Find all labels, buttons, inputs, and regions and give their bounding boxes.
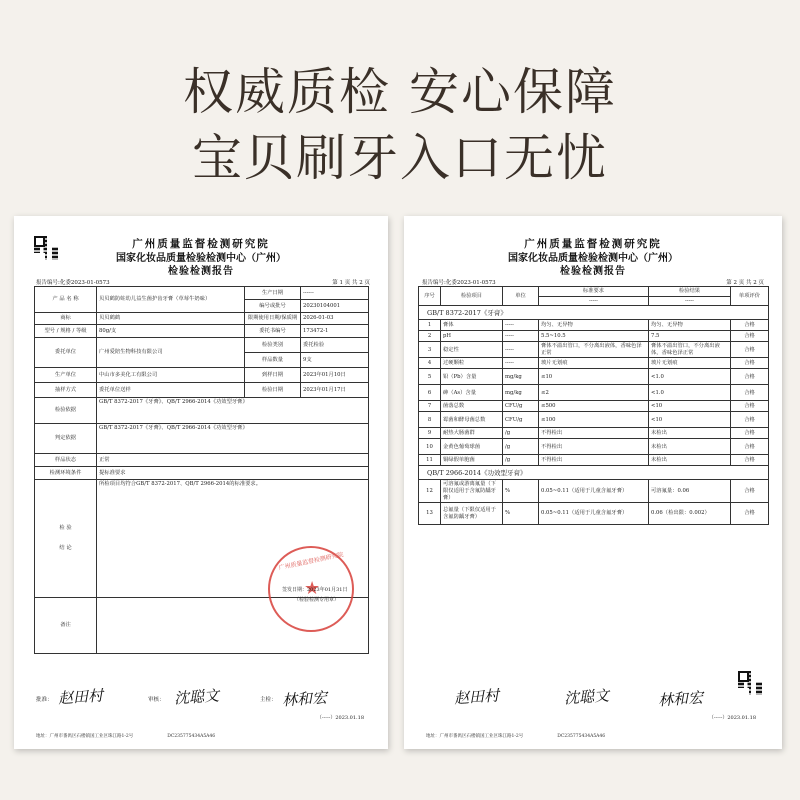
cell-unit: CFU/g	[503, 401, 539, 412]
judge-label: 判定依据	[35, 424, 97, 454]
state-value: 正常	[97, 454, 369, 467]
cell-eval: 合格	[731, 480, 769, 503]
cell-req: 玻片无划痕	[539, 358, 649, 369]
cell-result: 均匀、无异物	[649, 320, 731, 331]
section-qb: QB/T 2966-2014《功效型牙膏》	[419, 466, 769, 480]
footer-code: DC235775434A5A46	[557, 734, 606, 739]
cell-no: 11	[419, 455, 441, 466]
page-number: 第 2 页 共 2 页	[726, 280, 764, 286]
chief-signature: 林和宏	[281, 688, 328, 710]
cell-unit: /g	[503, 428, 539, 439]
headline-line-1: 权威质检 安心保障	[183, 63, 617, 121]
cell-eval: 合格	[731, 455, 769, 466]
product-value: 贝贝鹤防蛀幼儿益生菌护齿牙膏（草莓牛奶味）	[97, 287, 245, 313]
table-row	[419, 455, 769, 466]
cell-eval: 合格	[731, 342, 769, 358]
cell-unit: mg/kg	[503, 385, 539, 401]
report-title: 检验检测报告	[560, 266, 626, 277]
state-label: 样品状态	[35, 454, 97, 467]
cell-item: 耐热大肠菌群	[441, 428, 503, 439]
test-date-label: 检验日期	[245, 383, 301, 398]
col-requirement-sub: -----	[539, 296, 649, 306]
cell-result: <1.0	[649, 369, 731, 385]
report-page-1	[14, 216, 388, 749]
sample-method-value: 委托单位送样	[97, 383, 245, 398]
approver-label: 批准：	[36, 697, 53, 703]
report-number: 报告编号:化委2023-01-0573	[422, 280, 496, 286]
client-value: 广州爱陪生物科技有限公司	[97, 338, 245, 368]
cell-eval: 合格	[731, 320, 769, 331]
cell-item: 霉菌和酵母菌总数	[441, 412, 503, 428]
batch-value: 20230104001	[301, 300, 369, 313]
qr-code-icon	[34, 236, 58, 260]
cert-value: 173472-1	[301, 325, 369, 338]
product-label: 产 品 名 称	[35, 287, 97, 313]
cell-req: 0.05~0.11（适用于儿童含氟牙膏）	[539, 480, 649, 503]
cell-req: 膏体不溢出管口，不分离出液体，香味色泽正常	[539, 342, 649, 358]
conclusion-text: 所检项目均符合GB/T 8372-2017、QB/T 2966-2014的标准要求。	[99, 481, 262, 487]
cell-no: 2	[419, 331, 441, 342]
table-row	[419, 320, 769, 331]
cell-req: ≤10	[539, 369, 649, 385]
qr-code-icon	[738, 671, 762, 695]
judge-value: GB/T 8372-2017《牙膏》、QB/T 2966-2014《功效型牙膏》	[97, 424, 369, 454]
client-label: 委托单位	[35, 338, 97, 368]
env-label: 检测环境条件	[35, 467, 97, 480]
cell-req: ≤500	[539, 401, 649, 412]
maker-label: 生产单位	[35, 368, 97, 383]
cell-no: 5	[419, 369, 441, 385]
table-row	[419, 331, 769, 342]
section-gb: GB/T 8372-2017《牙膏》	[419, 306, 769, 320]
cell-result: <10	[649, 412, 731, 428]
cell-req: 0.05~0.11（适用于儿童含氟牙膏）	[539, 503, 649, 525]
headline-line-2: 宝贝刷牙入口无忧	[192, 129, 608, 187]
cell-item: 金黄色葡萄球菌	[441, 439, 503, 455]
cell-eval: 合格	[731, 428, 769, 439]
institute-title: 广州质量监督检测研究院	[132, 238, 270, 250]
cell-req: ≤100	[539, 412, 649, 428]
cell-no: 13	[419, 503, 441, 525]
approver-signature: 赵田村	[453, 686, 500, 708]
table-row	[419, 385, 769, 401]
cell-item: 铅（Pb）含量	[441, 369, 503, 385]
test-type-label: 检验类别	[245, 338, 301, 353]
cell-unit: -----	[503, 342, 539, 358]
chief-label: 主检：	[260, 697, 277, 703]
col-unit: 单位	[503, 287, 539, 306]
table-row	[419, 428, 769, 439]
expire-label: 限期使用日期/保质期	[245, 313, 301, 325]
cell-result: 0.06（检出限：0.002）	[649, 503, 731, 525]
cell-req: 5.5~10.5	[539, 331, 649, 342]
basis-label: 检验依据	[35, 398, 97, 424]
cell-eval: 合格	[731, 401, 769, 412]
seal-date-line-1: 签发日期：2023年01月31日	[282, 587, 348, 593]
cell-item: 砷（As）含量	[441, 385, 503, 401]
env-value: 提标准要求	[97, 467, 369, 480]
footer-code: DC235775434A5A46	[167, 734, 216, 739]
cell-item: pH	[441, 331, 503, 342]
reviewer-signature: 沈聪文	[173, 686, 220, 708]
footer	[36, 733, 249, 739]
cell-result: 未检出	[649, 428, 731, 439]
approver-signature: 赵田村	[57, 686, 104, 708]
official-seal-icon: ★ 广州质量监督检测研究院	[268, 546, 354, 632]
cell-result: <10	[649, 401, 731, 412]
cell-no: 3	[419, 342, 441, 358]
reviewer-signature: 沈聪文	[563, 686, 610, 708]
table-row	[419, 439, 769, 455]
report-number: 报告编号:化委2023-01-0573	[36, 280, 110, 286]
basis-value: GB/T 8372-2017《牙膏》、QB/T 2966-2014《功效型牙膏》	[97, 398, 369, 424]
cell-no: 12	[419, 480, 441, 503]
cell-result: 7.5	[649, 331, 731, 342]
remark-label: 备注	[35, 598, 97, 654]
brand-value: 贝贝鹤鹤	[97, 313, 245, 325]
cell-no: 10	[419, 439, 441, 455]
col-requirement: 标准要求	[539, 287, 649, 297]
recv-date-value: 2023年01月10日	[301, 368, 369, 383]
spec-label: 型号 / 规格 / 等级	[35, 325, 97, 338]
sign-date: （-----）2023.01.18	[708, 715, 756, 721]
col-result-sub: -----	[649, 296, 731, 306]
cell-unit: %	[503, 480, 539, 503]
cell-unit: -----	[503, 358, 539, 369]
cell-eval: 合格	[731, 503, 769, 525]
table-row	[419, 480, 769, 503]
cell-result: <1.0	[649, 385, 731, 401]
spec-value: 80g/支	[97, 325, 245, 338]
cell-unit: mg/kg	[503, 369, 539, 385]
cell-no: 8	[419, 412, 441, 428]
cell-req: 不得检出	[539, 439, 649, 455]
reviewer-label: 审核：	[148, 697, 165, 703]
cell-item: 膏体	[441, 320, 503, 331]
cell-result: 玻片无划痕	[649, 358, 731, 369]
footer-address: 地址：广州市番禺区石楼镇国工业区珠江路1-2号	[426, 734, 524, 739]
cell-item: 铜绿假单胞菌	[441, 455, 503, 466]
cell-no: 6	[419, 385, 441, 401]
col-no: 序号	[419, 287, 441, 306]
table-row	[419, 369, 769, 385]
expire-value: 2026-01-03	[301, 313, 369, 325]
footer-address: 地址：广州市番禺区石楼镇国工业区珠江路1-2号	[36, 734, 134, 739]
center-title: 国家化妆品质量检验检测中心（广州）	[116, 253, 286, 264]
table-row	[419, 342, 769, 358]
cell-unit: -----	[503, 331, 539, 342]
cell-req: 不得检出	[539, 428, 649, 439]
cell-req: 均匀、无异物	[539, 320, 649, 331]
sample-qty-label: 样品数量	[245, 353, 301, 368]
cell-item: 稳定性	[441, 342, 503, 358]
cell-result: 未检出	[649, 439, 731, 455]
cell-no: 1	[419, 320, 441, 331]
institute-title: 广州质量监督检测研究院	[524, 238, 662, 250]
cell-eval: 合格	[731, 358, 769, 369]
batch-label: 编号或批号	[245, 300, 301, 313]
prod-date-label: 生产日期	[245, 287, 301, 300]
table-row	[419, 358, 769, 369]
chief-signature: 林和宏	[657, 688, 704, 710]
cell-eval: 合格	[731, 385, 769, 401]
cell-unit: /g	[503, 439, 539, 455]
test-date-value: 2023年01月17日	[301, 383, 369, 398]
cell-result: 膏体不溢出管口，不分离出液体，香味色泽正常	[649, 342, 731, 358]
report-page-2	[404, 216, 782, 749]
conclusion-label-2: 结 论	[59, 545, 72, 552]
cell-unit: %	[503, 503, 539, 525]
cell-item: 过硬颗粒	[441, 358, 503, 369]
col-item: 检验项目	[441, 287, 503, 306]
test-type-value: 委托检验	[301, 338, 369, 353]
cell-no: 4	[419, 358, 441, 369]
sample-qty-value: 9支	[301, 353, 369, 368]
cell-result: 可溶氟量：0.06	[649, 480, 731, 503]
cell-item: 菌落总数	[441, 401, 503, 412]
sign-date: （-----）2023.01.18	[316, 715, 364, 721]
cell-eval: 合格	[731, 439, 769, 455]
footer	[426, 733, 639, 739]
seal-date-line-2: （检验检测专用章）	[294, 597, 340, 603]
cell-item: 总氟量（下限仅适用于含氟防龋牙膏）	[441, 503, 503, 525]
cert-label: 委托书编号	[245, 325, 301, 338]
page-number: 第 1 页 共 2 页	[332, 280, 370, 286]
cell-unit: /g	[503, 455, 539, 466]
brand-label: 商标	[35, 313, 97, 325]
cell-unit: CFU/g	[503, 412, 539, 428]
conclusion-label	[35, 480, 97, 598]
maker-value: 中山市多美化工有限公司	[97, 368, 245, 383]
results-table	[418, 286, 769, 525]
table-row	[419, 412, 769, 428]
center-title: 国家化妆品质量检验检测中心（广州）	[508, 253, 678, 264]
table-row	[419, 503, 769, 525]
col-evaluation: 单项评价	[731, 287, 769, 306]
cell-item: 可溶氟或游离氟量（下限仅适用于含氟防龋牙膏）	[441, 480, 503, 503]
conclusion-label-1: 检 验	[59, 525, 72, 532]
cell-eval: 合格	[731, 331, 769, 342]
prod-date-value: ------	[301, 287, 369, 300]
sample-method-label: 抽样方式	[35, 383, 97, 398]
report-title: 检验检测报告	[168, 266, 234, 277]
cell-unit: -----	[503, 320, 539, 331]
table-row	[419, 401, 769, 412]
cell-req: 不得检出	[539, 455, 649, 466]
col-result: 检验结果	[649, 287, 731, 297]
cell-eval: 合格	[731, 412, 769, 428]
cell-no: 9	[419, 428, 441, 439]
cell-no: 7	[419, 401, 441, 412]
cell-result: 未检出	[649, 455, 731, 466]
cell-eval: 合格	[731, 369, 769, 385]
cell-req: ≤2	[539, 385, 649, 401]
recv-date-label: 到样日期	[245, 368, 301, 383]
